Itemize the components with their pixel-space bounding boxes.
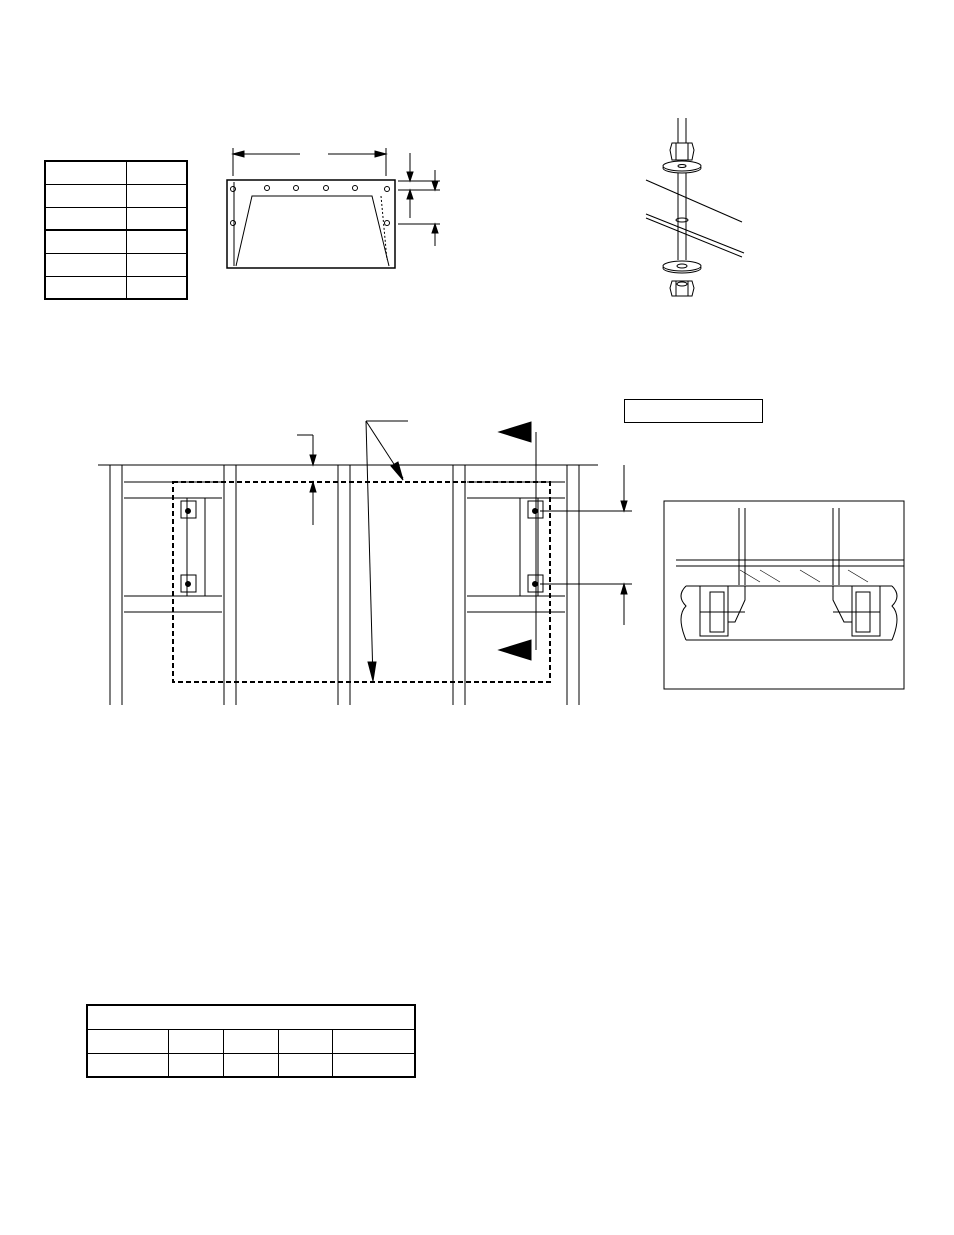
threaded-rod-drawing: [646, 118, 744, 296]
table-cell: [278, 1053, 333, 1077]
table-title-row: [87, 1005, 415, 1029]
table-header-cell: [87, 1029, 169, 1053]
bottom-table: [86, 1004, 416, 1078]
table-header-cell: [333, 1029, 415, 1053]
table-cell: [87, 1053, 169, 1077]
frame-plate-drawing: [227, 148, 440, 268]
table-row: [87, 1053, 415, 1077]
section-detail-drawing: [664, 501, 904, 689]
table-header-cell: [278, 1029, 333, 1053]
table-row: [87, 1029, 415, 1053]
table-header-cell: [223, 1029, 278, 1053]
table-cell: [333, 1053, 415, 1077]
table-cell: [223, 1053, 278, 1077]
table-header-cell: [169, 1029, 224, 1053]
table-title: [87, 1005, 415, 1029]
section-label-box: [624, 399, 763, 423]
joist-plan-drawing: [98, 421, 632, 705]
table-cell: [169, 1053, 224, 1077]
